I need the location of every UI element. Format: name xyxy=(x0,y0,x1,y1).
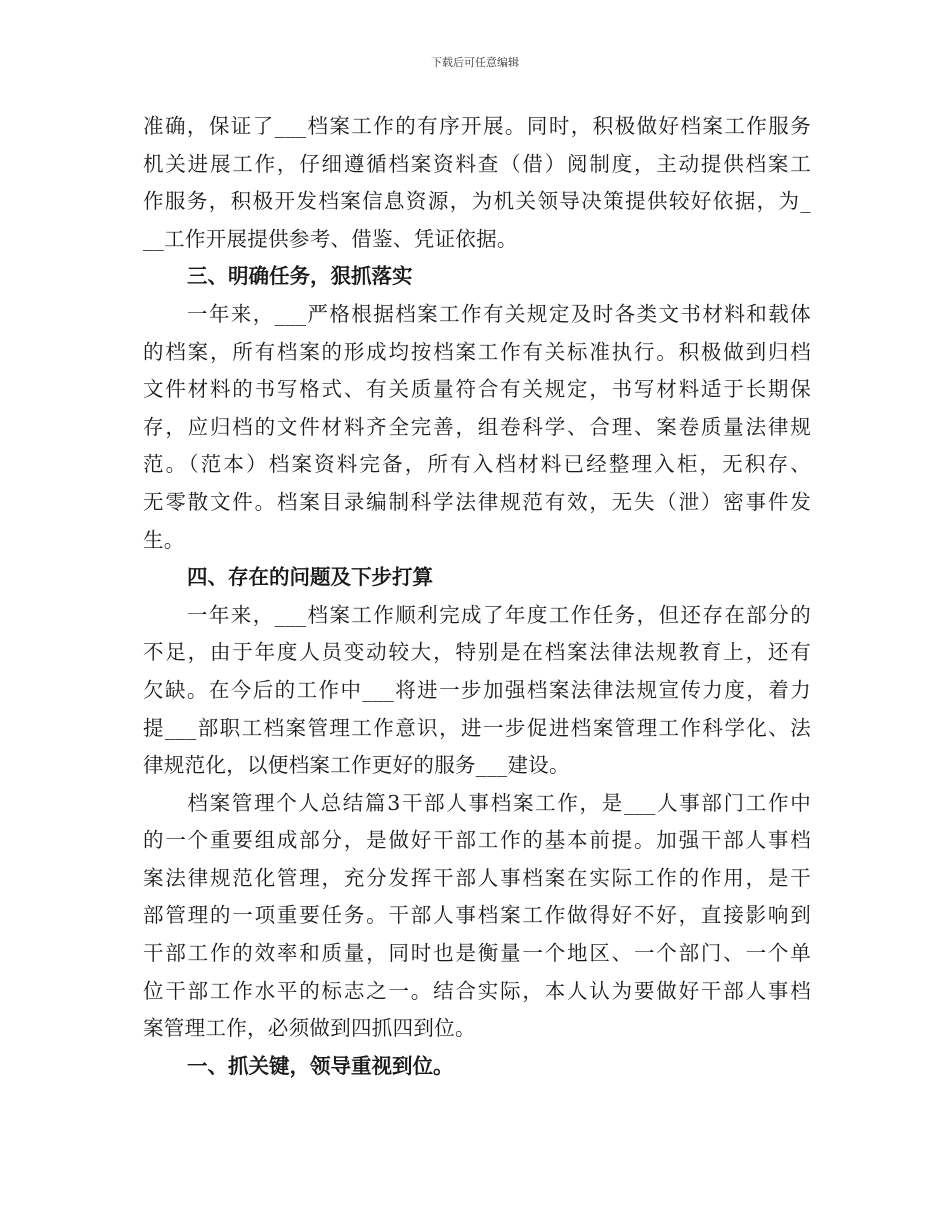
text-line: 生。 xyxy=(143,527,185,552)
section-heading: 三、明确任务，狠抓落实 xyxy=(187,264,413,289)
section-heading: 四、存在的问题及下步打算 xyxy=(187,565,433,590)
text-line: 律规范化，以便档案工作更好的服务___建设。 xyxy=(143,753,570,778)
text-line: 提___部职工档案管理工作意识，进一步促进档案管理工作科学化、法 xyxy=(143,715,811,740)
text-line: 一年来，___严格根据档案工作有关规定及时各类文书材料和载体 xyxy=(143,301,811,326)
text-line: 文件材料的书写格式、有关质量符合有关规定，书写材料适于长期保 xyxy=(143,377,811,402)
text-line: 欠缺。在今后的工作中___将进一步加强档案法律法规宣传力度，着力 xyxy=(143,677,811,702)
text-line: 无零散文件。档案目录编制科学法律规范有效，无失（泄）密事件发 xyxy=(143,489,811,514)
text-line: 案管理工作，必须做到四抓四到位。 xyxy=(143,1016,476,1041)
text-line: 位干部工作水平的标志之一。结合实际，本人认为要做好干部人事档 xyxy=(143,978,811,1003)
text-line: 的一个重要组成部分，是做好干部工作的基本前提。加强干部人事档 xyxy=(143,828,811,853)
text-line: 案法律规范化管理，充分发挥干部人事档案在实际工作的作用，是干 xyxy=(143,865,811,890)
text-line: 的档案，所有档案的形成均按档案工作有关标准执行。积极做到归档 xyxy=(143,339,811,364)
page-header: 下载后可任意编辑 xyxy=(431,56,519,69)
text-line: 部管理的一项重要任务。干部人事档案工作做得好不好，直接影响到 xyxy=(143,903,811,928)
text-line: 机关进展工作，仔细遵循档案资料查（借）阅制度，主动提供档案工 xyxy=(143,151,811,176)
text-line: 干部工作的效率和质量，同时也是衡量一个地区、一个部门、一个单 xyxy=(143,941,811,966)
text-line: 不足，由于年度人员变动较大，特别是在档案法律法规教育上，还有 xyxy=(143,640,811,665)
section-heading: 一、抓关键，领导重视到位。 xyxy=(187,1053,454,1078)
text-line: 一年来，___档案工作顺利完成了年度工作任务，但还存在部分的 xyxy=(143,602,811,627)
text-line: __工作开展提供参考、借鉴、凭证依据。 xyxy=(143,226,518,251)
text-line: 存，应归档的文件材料齐全完善，组卷科学、合理、案卷质量法律规 xyxy=(143,414,811,439)
text-line: 作服务，积极开发档案信息资源，为机关领导决策提供较好依据，为_ xyxy=(143,189,811,214)
text-line: 范。（范本）档案资料完备，所有入档材料已经整理入柜，无积存、 xyxy=(143,452,811,477)
document-body xyxy=(143,108,811,1085)
text-line: 准确，保证了___档案工作的有序开展。同时，积极做好档案工作服务 xyxy=(143,114,811,138)
text-line: 档案管理个人总结篇3干部人事档案工作，是___人事部门工作中 xyxy=(143,790,811,815)
